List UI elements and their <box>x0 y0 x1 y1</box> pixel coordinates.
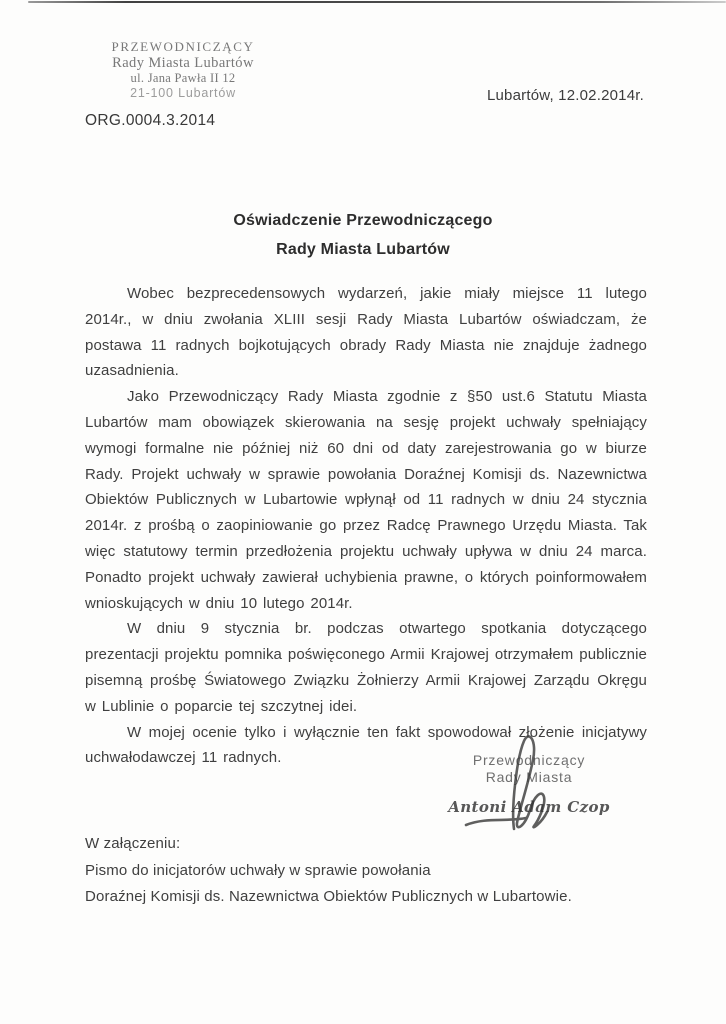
document-title-line1: Oświadczenie Przewodniczącego <box>233 212 493 229</box>
attachments-line2: Doraźnej Komisji ds. Nazewnictwa Obiektów Publicznych w Lubartowie. <box>85 888 572 905</box>
attachments-heading: W załączeniu: <box>85 835 181 852</box>
scanner-edge-artifact <box>28 1 726 3</box>
body-paragraph-4: W mojej ocenie tylko i wyłącznie ten fakt spowodował złożenie inicjatywy uchwałodawczej 11 radnych. <box>85 723 647 767</box>
document-title-line2: Rady Miasta Lubartów <box>276 241 450 258</box>
signature-stamp-council: Rady Miasta <box>485 769 573 785</box>
body-paragraph-2: Jako Przewodniczący Rady Miasta zgodnie z §50 ust.6 Statutu Miasta Lubartów mam obowiązek skierowania na sesję projekt uchwały spełniający wymogi formalne nie później niż 60 dni od daty zarejestrowania go w biurze Rady. Projekt uchwały w sprawie powołania Doraźnej Komisji ds. Nazewnictwa Obiektów Publicznych w Lubartowie wpłynął od 11 radnych w dniu 24 stycznia 2014r. z prośbą o zaopiniowanie go przez Radcę Prawnego Urzędu Miasta. Tak więc statutowy termin przedłożenia projektu uchwały upływa w dniu 24 marca. Ponadto projekt uchwały zawierał uchybienia prawne, o których poinformowałem wnioskujących w dniu 10 lutego 2014r. <box>85 388 647 612</box>
sender-stamp-org: PRZEWODNICZĄCY <box>111 39 255 54</box>
body-paragraph-3: W dniu 9 stycznia br. podczas otwartego spotkania dotyczącego prezentacji projektu pomnika poświęconego Armii Krajowej otrzymałem publicznie pisemną prośbę Światowego Związku Żołnierzy Armii Krajowej Zarządu Okręgu w Lublinie o poparcie tej szczytnej idei. <box>85 620 647 715</box>
signature-stamp-title: Przewodniczący <box>472 752 586 768</box>
body-paragraph-1: Wobec bezprecedensowych wydarzeń, jakie miały miejsce 11 lutego 2014r., w dniu zwołania XLIII sesji Rady Miasta Lubartów oświadczam, że postawa 11 radnych bojkotujących obrady Rady Miasta nie znajduje żadnego uzasadnienia. <box>85 285 647 380</box>
sender-stamp-postal: 21-100 Lubartów <box>130 86 236 100</box>
sender-address-stamp <box>92 40 274 100</box>
sender-stamp-street: ul. Jana Pawła II 12 <box>130 71 236 85</box>
attachments-note <box>85 831 572 911</box>
signer-name: Antoni Adam Czop <box>448 798 610 816</box>
attachments-line1: Pismo do inicjatorów uchwały w sprawie powołania <box>85 861 431 879</box>
handwritten-signature-icon <box>458 733 608 833</box>
sender-stamp-council: Rady Miasta Lubartów <box>112 55 254 71</box>
place-and-date: Lubartów, 12.02.2014r. <box>486 87 644 104</box>
letter-body <box>85 281 647 771</box>
reference-number: ORG.0004.3.2014 <box>85 112 216 129</box>
document-title <box>0 206 726 264</box>
